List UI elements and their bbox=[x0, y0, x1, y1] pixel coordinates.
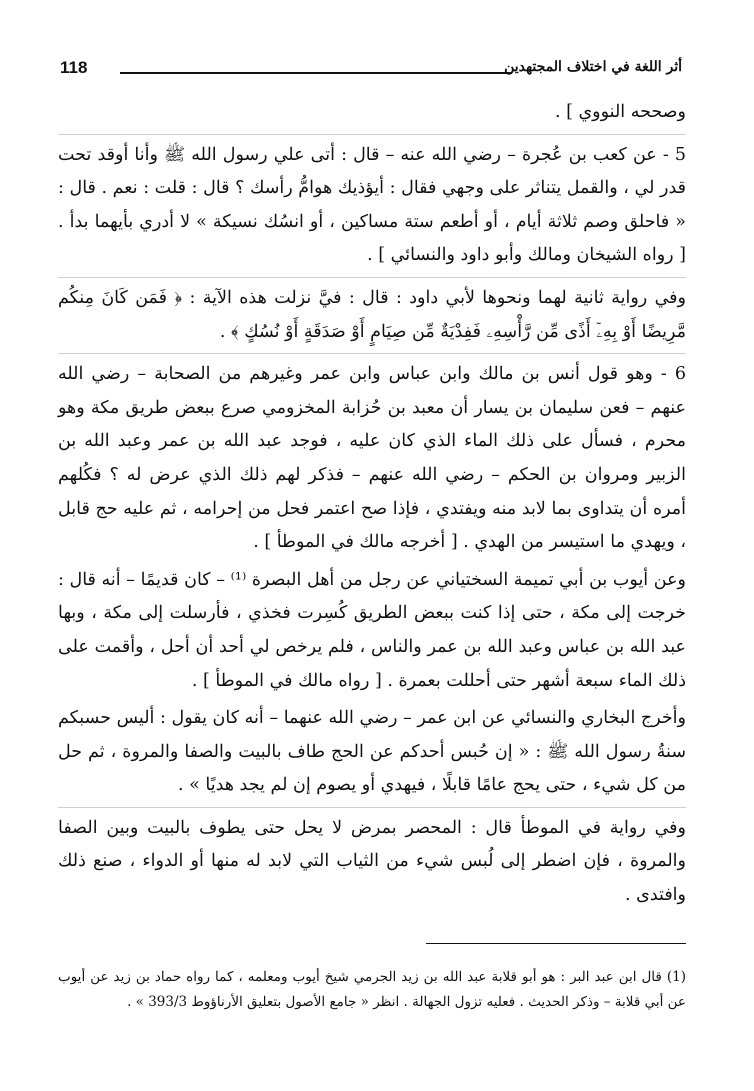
paragraph-5: وعن أيوب بن أبي تميمة السختياني عن رجل من أهل البصرة ⁽¹⁾ – كان قديمًا – أنه قال : خرجت إلى مكة ، حتى إذا كنت ببعض الطريق كُسِرت فخذي ، فأرسلت إلى مكة ، وبها عبد الله بن عباس وعبد الله بن عمر والناس ، فلم يرخص لي أحد أن أحل ، وأقمت على ذلك الماء سبعة أشهر حتى أحللت بعمرة . [ رواه مالك في الموطأ ] . bbox=[58, 569, 687, 691]
paragraph-7: وفي رواية في الموطأ قال : المحصر بمرض لا يحل حتى يطوف بالبيت وبين الصفا والمروة ، فإن اضطر إلى لُبس شيء من الثياب التي لابد له منها أو الدواء ، صنع ذلك وافتدى . bbox=[58, 817, 686, 906]
paragraph-4: 6 - وهو قول أنس بن مالك وابن عباس وابن عمر وغيرهم من الصحابة – رضي الله عنهم – فعن سليمان بن يسار أن معبد بن حُزابة المخزومي صرع ببعض طريق مكة وهو محرم ، فسأل على ذلك الماء الذي كان عليه ، فوجد عبد الله بن عمر وعبد الله بن الزبير ومروان بن الحكم – رضي الله عنهم – فذكر لهم ذلك الذي عرض له ؟ فكُلهم أمره أن يتداوى بما لابد منه ويفتدي ، فإذا صح اعتمر فحل من إحرامه ، ثم عليه حج قابل ، ويهدي ما استيسر من الهدي . [ أخرجه مالك في الموطأ ] . bbox=[58, 364, 686, 553]
paragraph-6: وأخرج البخاري والنسائي عن ابن عمر – رضي الله عنهما – أنه كان يقول : أليس حسبكم سنةُ رسول الله ﷺ : « إن حُبس أحدكم عن الحج طاف بالبيت والصفا والمروة ، ثم حل من كل شيء ، حتى يحج عامًا قابلًا ، فيهدي أو يصوم إن لم يجد هديًا » . bbox=[58, 708, 686, 796]
separator bbox=[58, 353, 686, 354]
body-text bbox=[58, 96, 686, 913]
separator bbox=[58, 134, 686, 135]
footnote-rule bbox=[426, 943, 686, 944]
paragraph-1: وصححه النووي ] . bbox=[554, 102, 686, 122]
page-header bbox=[60, 58, 682, 88]
separator bbox=[58, 277, 686, 278]
separator bbox=[58, 807, 686, 808]
running-title: أثر اللغة في اختلاف المجتهدين bbox=[504, 59, 682, 75]
page-number: 118 bbox=[60, 58, 88, 77]
footnote: (1) قال ابن عبد البر : هو أبو قلابة عبد الله بن زيد الجرمي شيخ أيوب ومعلمه ، كما رواه حماد بن زيد عن أيوب عن أبي قلابة – وذكر الحديث . فعليه تزول الجهالة . انظر « جامع الأصول بتعليق الأرناؤوط 393/3 » . bbox=[58, 969, 686, 1010]
paragraph-3: وفي رواية ثانية لهما ونحوها لأبي داود : قال : فيَّ نزلت هذه الآية : ﴿ فَمَن كَانَ مِنكُم مَّرِيضًا أَوْ بِهِۦٓ أَذًى مِّن رَّأْسِهِۦ فَفِدْيَةٌ مِّن صِيَامٍ أَوْ صَدَقَةٍ أَوْ نُسُكٍ ﴾ . bbox=[58, 287, 686, 342]
paragraph-2: 5 - عن كعب بن عُجرة – رضي الله عنه – قال : أتى علي رسول الله ﷺ وأنا أوقد تحت قدر لي ، والقمل يتناثر على وجهي فقال : أيؤذيك هوامُّ رأسك ؟ قال : قلت : نعم . قال : « فاحلق وصم ثلاثة أيام ، أو أطعم ستة مساكين ، أو انسُك نسيكة » لا أدري بأيهما بدأ . [ رواه الشيخان ومالك وأبو داود والنسائي ] . bbox=[58, 144, 686, 266]
header-rule bbox=[120, 72, 512, 74]
